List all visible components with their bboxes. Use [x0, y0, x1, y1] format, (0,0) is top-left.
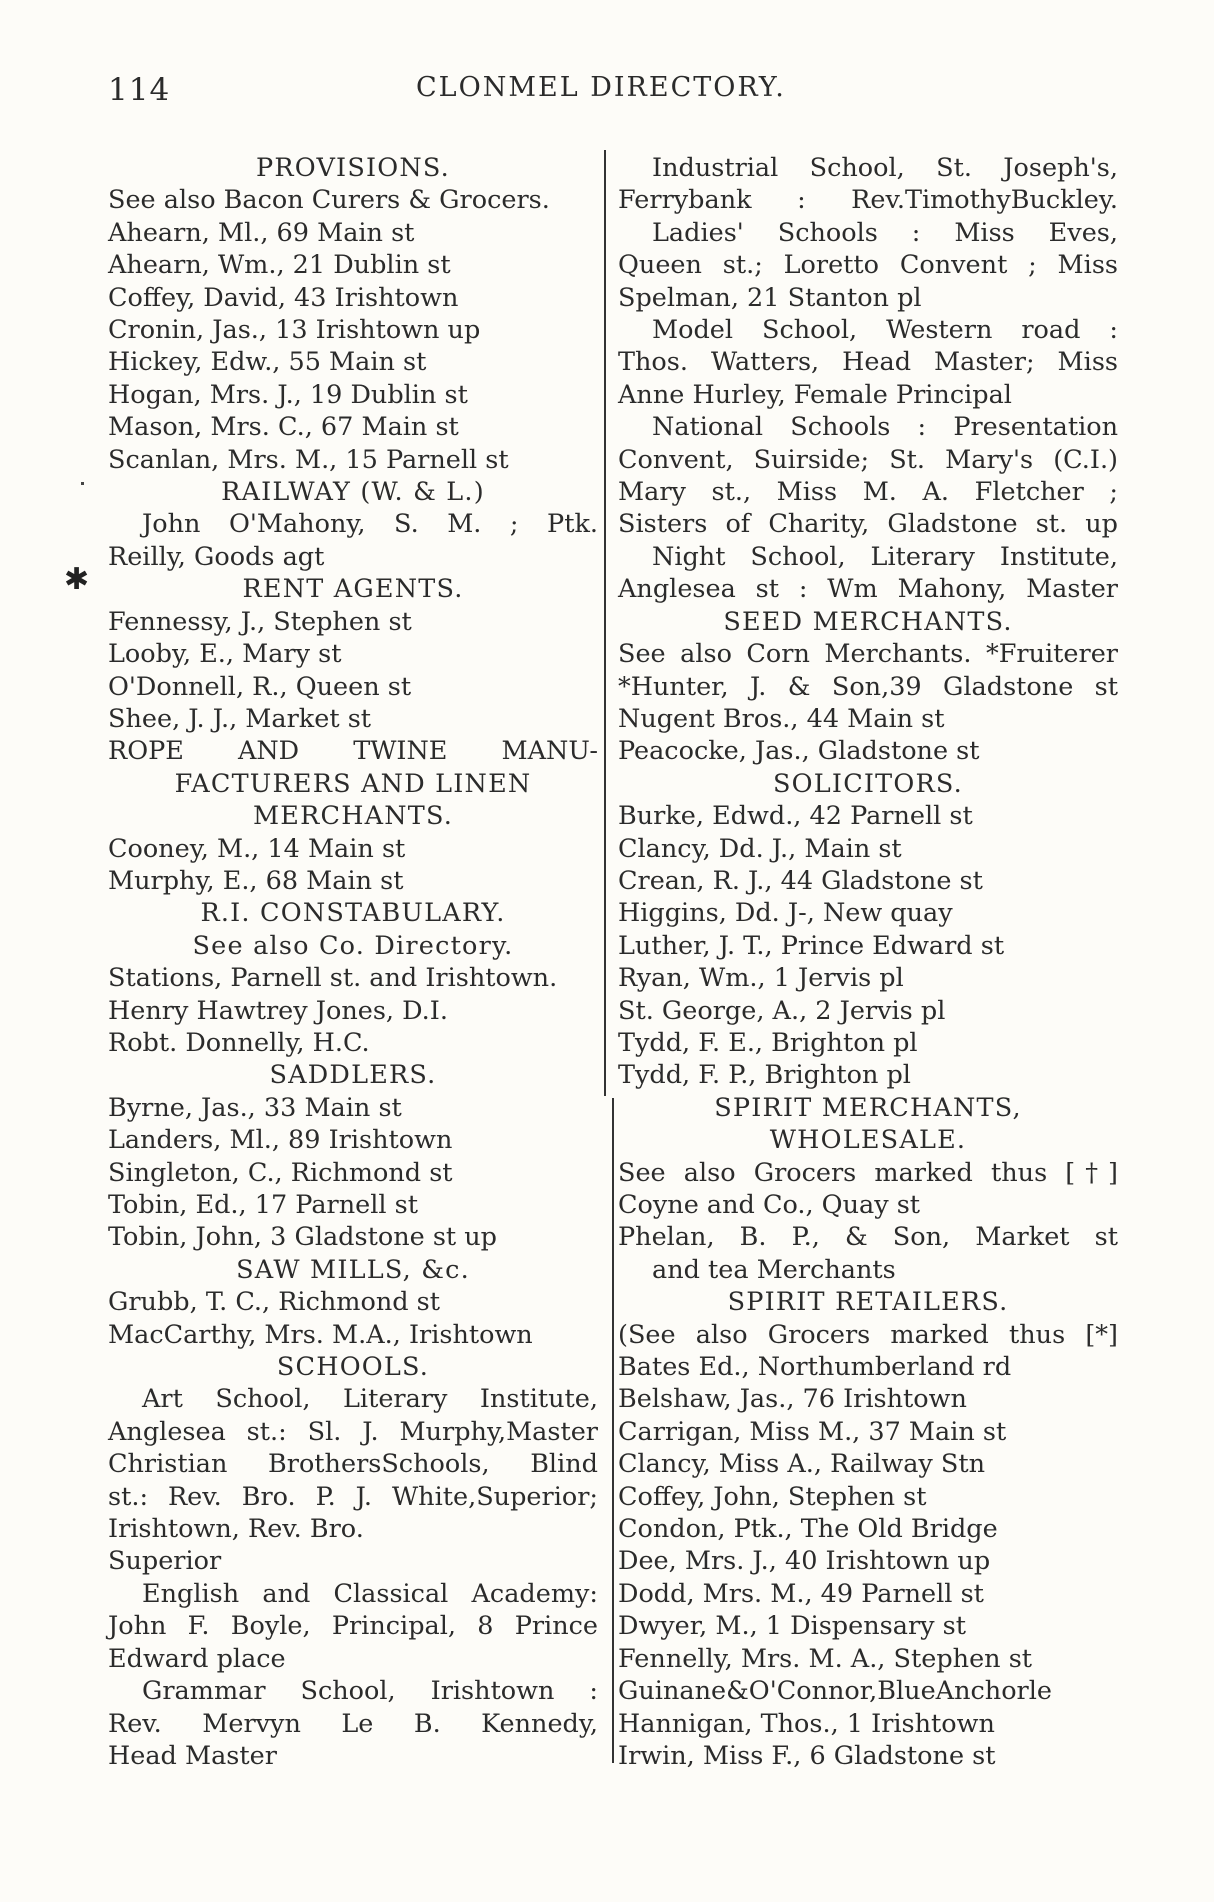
section-heading: MERCHANTS. — [252, 801, 454, 832]
section-heading: SCHOOLS. — [276, 1352, 430, 1383]
left-column — [108, 152, 598, 1772]
section-heading: SOLICITORS. — [773, 768, 963, 799]
section-heading: SPIRIT RETAILERS. — [727, 1287, 1009, 1318]
directory-entry: Looby, E., Mary st — [108, 639, 342, 670]
directory-entry: Hickey, Edw., 55 Main st — [108, 347, 427, 378]
directory-entry: Dwyer, M., 1 Dispensary st — [618, 1611, 966, 1642]
directory-entry: Industrial School, St. Joseph's, — [652, 153, 1118, 183]
directory-entry: Nugent Bros., 44 Main st — [618, 703, 945, 734]
directory-entry: Dodd, Mrs. M., 49 Parnell st — [618, 1578, 984, 1609]
directory-entry: Rev. Mervyn Le B. Kennedy, — [108, 1708, 598, 1739]
directory-entry: Queen st.; Loretto Convent ; Miss — [618, 250, 1118, 281]
directory-entry: Robt. Donnelly, H.C. — [108, 1027, 370, 1058]
directory-entry: Anne Hurley, Female Principal — [618, 379, 1012, 410]
directory-entry: Dee, Mrs. J., 40 Irishtown up — [618, 1546, 991, 1577]
directory-entry: Tobin, John, 3 Gladstone st up — [108, 1222, 497, 1253]
section-heading: SADDLERS. — [269, 1060, 437, 1091]
directory-entry: Peacocke, Jas., Gladstone st — [618, 736, 980, 767]
directory-entry: Ladies' Schools : Miss Eves, — [652, 217, 1118, 248]
section-heading: R.I. CONSTABULARY. — [200, 898, 506, 929]
directory-entry: Guinane&O'Connor,BlueAnchorle — [618, 1676, 1052, 1707]
directory-entry: Belshaw, Jas., 76 Irishtown — [618, 1384, 967, 1415]
directory-entry: Cronin, Jas., 13 Irishtown up — [108, 315, 481, 346]
section-heading: FACTURERS AND LINEN — [174, 768, 532, 799]
directory-entry: Crean, R. J., 44 Gladstone st — [618, 865, 983, 896]
directory-entry: Coyne and Co., Quay st — [618, 1190, 921, 1220]
directory-entry: John O'Mahony, S. M. ; Ptk. — [142, 509, 598, 540]
directory-entry: Landers, Ml., 89 Irishtown — [108, 1125, 453, 1156]
directory-entry: Convent, Suirside; St. Mary's (C.I.) — [618, 444, 1118, 475]
directory-entry: See also Bacon Curers & Grocers. — [108, 185, 550, 216]
running-head: CLONMEL DIRECTORY. — [416, 72, 786, 103]
section-heading: See also Co. Directory. — [192, 930, 514, 961]
directory-entry: Irwin, Miss F., 6 Gladstone st — [618, 1740, 996, 1771]
page-header — [108, 72, 1128, 112]
directory-entry: National Schools : Presentation — [652, 412, 1118, 443]
directory-entry: *Hunter, J. & Son,39 Gladstone st — [618, 671, 1118, 702]
directory-entry: Anglesea st.: Sl. J. Murphy,Master — [108, 1416, 598, 1447]
section-heading: RAILWAY (W. & L.) — [221, 477, 485, 508]
directory-entry: Spelman, 21 Stanton pl — [618, 282, 922, 313]
page-number: 114 — [108, 72, 171, 108]
directory-entry: Luther, J. T., Prince Edward st — [618, 930, 1005, 961]
directory-entry: Mason, Mrs. C., 67 Main st — [108, 412, 459, 443]
directory-entry: Clancy, Miss A., Railway Stn — [618, 1449, 986, 1480]
directory-entry: Art School, Literary Institute, — [142, 1384, 598, 1415]
directory-entry: (See also Grocers marked thus [*] — [618, 1319, 1118, 1350]
directory-entry: Reilly, Goods agt — [108, 541, 325, 572]
directory-entry: Superior — [108, 1546, 222, 1577]
column-rule-lower — [612, 1098, 614, 1763]
section-heading: WHOLESALE. — [769, 1125, 967, 1156]
margin-star-mark: ✱ — [64, 562, 90, 597]
directory-entry: and tea Merchants — [652, 1254, 896, 1285]
directory-entry: Anglesea st : Wm Mahony, Master — [618, 574, 1118, 605]
section-heading: PROVISIONS. — [256, 153, 450, 183]
directory-entry: Hogan, Mrs. J., 19 Dublin st — [108, 379, 468, 410]
directory-entry: Carrigan, Miss M., 37 Main st — [618, 1416, 1007, 1447]
directory-entry: Grubb, T. C., Richmond st — [108, 1287, 441, 1318]
directory-entry: John F. Boyle, Principal, 8 Prince — [108, 1611, 598, 1642]
directory-entry: Clancy, Dd. J., Main st — [618, 833, 902, 864]
section-heading: SPIRIT MERCHANTS, — [714, 1092, 1022, 1123]
directory-entry: See also Grocers marked thus [†] — [618, 1157, 1118, 1188]
directory-entry: Night School, Literary Institute, — [652, 541, 1118, 572]
directory-entry: Phelan, B. P., & Son, Market st — [618, 1222, 1118, 1253]
directory-entry: Head Master — [108, 1740, 277, 1771]
directory-entry: Burke, Edwd., 42 Parnell st — [618, 801, 973, 832]
directory-entry: Fennessy, J., Stephen st — [108, 606, 412, 637]
directory-entry: Ferrybank : Rev.TimothyBuckley. — [618, 185, 1118, 216]
directory-entry: Christian BrothersSchools, Blind — [108, 1449, 598, 1480]
margin-tick-mark — [81, 482, 84, 485]
directory-entry: Bates Ed., Northumberland rd — [618, 1352, 1012, 1383]
directory-entry: Cooney, M., 14 Main st — [108, 833, 406, 864]
right-column — [618, 152, 1118, 1772]
directory-entry: St. George, A., 2 Jervis pl — [618, 995, 946, 1026]
directory-entry: Edward place — [108, 1643, 286, 1674]
directory-entry: Irishtown, Rev. Bro. — [108, 1514, 364, 1545]
directory-entry: ROPE AND TWINE MANU- — [108, 736, 598, 767]
directory-entry: Byrne, Jas., 33 Main st — [108, 1092, 402, 1123]
directory-entry: Model School, Western road : — [652, 315, 1118, 346]
directory-entry: Henry Hawtrey Jones, D.I. — [108, 995, 448, 1026]
directory-entry: Thos. Watters, Head Master; Miss — [618, 347, 1118, 378]
directory-entry: Mary st., Miss M. A. Fletcher ; — [618, 477, 1118, 508]
directory-entry: Tobin, Ed., 17 Parnell st — [108, 1190, 418, 1220]
section-heading: SEED MERCHANTS. — [723, 606, 1013, 637]
directory-entry: Tydd, F. E., Brighton pl — [618, 1027, 918, 1058]
directory-entry: MacCarthy, Mrs. M.A., Irishtown — [108, 1319, 533, 1350]
directory-entry: Shee, J. J., Market st — [108, 703, 372, 734]
directory-entry: Murphy, E., 68 Main st — [108, 865, 404, 896]
directory-entry: Fennelly, Mrs. M. A., Stephen st — [618, 1643, 1033, 1674]
directory-entry: See also Corn Merchants. *Fruiterer — [618, 639, 1118, 670]
directory-entry: Ryan, Wm., 1 Jervis pl — [618, 963, 904, 994]
directory-entry: Stations, Parnell st. and Irishtown. — [108, 963, 558, 994]
directory-entry: Higgins, Dd. J-, New quay — [618, 898, 953, 929]
directory-entry: Sisters of Charity, Gladstone st. up — [618, 509, 1118, 540]
directory-entry: Ahearn, Ml., 69 Main st — [108, 217, 415, 248]
directory-entry: Coffey, David, 43 Irishtown — [108, 282, 459, 313]
section-heading: SAW MILLS, &c. — [236, 1254, 470, 1285]
directory-entry: Grammar School, Irishtown : — [142, 1676, 598, 1707]
directory-entry: Ahearn, Wm., 21 Dublin st — [108, 250, 451, 281]
directory-entry: O'Donnell, R., Queen st — [108, 671, 412, 702]
directory-entry: Singleton, C., Richmond st — [108, 1157, 453, 1188]
column-rule-upper — [604, 150, 606, 1096]
directory-entry: Hannigan, Thos., 1 Irishtown — [618, 1708, 995, 1739]
directory-entry: Condon, Ptk., The Old Bridge — [618, 1514, 998, 1545]
directory-entry: Coffey, John, Stephen st — [618, 1481, 927, 1512]
section-heading: RENT AGENTS. — [242, 574, 464, 605]
directory-entry: Scanlan, Mrs. M., 15 Parnell st — [108, 444, 509, 475]
directory-entry: Tydd, F. P., Brighton pl — [618, 1060, 911, 1091]
directory-entry: st.: Rev. Bro. P. J. White,Superior; — [108, 1481, 598, 1512]
directory-entry: English and Classical Academy: — [142, 1578, 598, 1609]
